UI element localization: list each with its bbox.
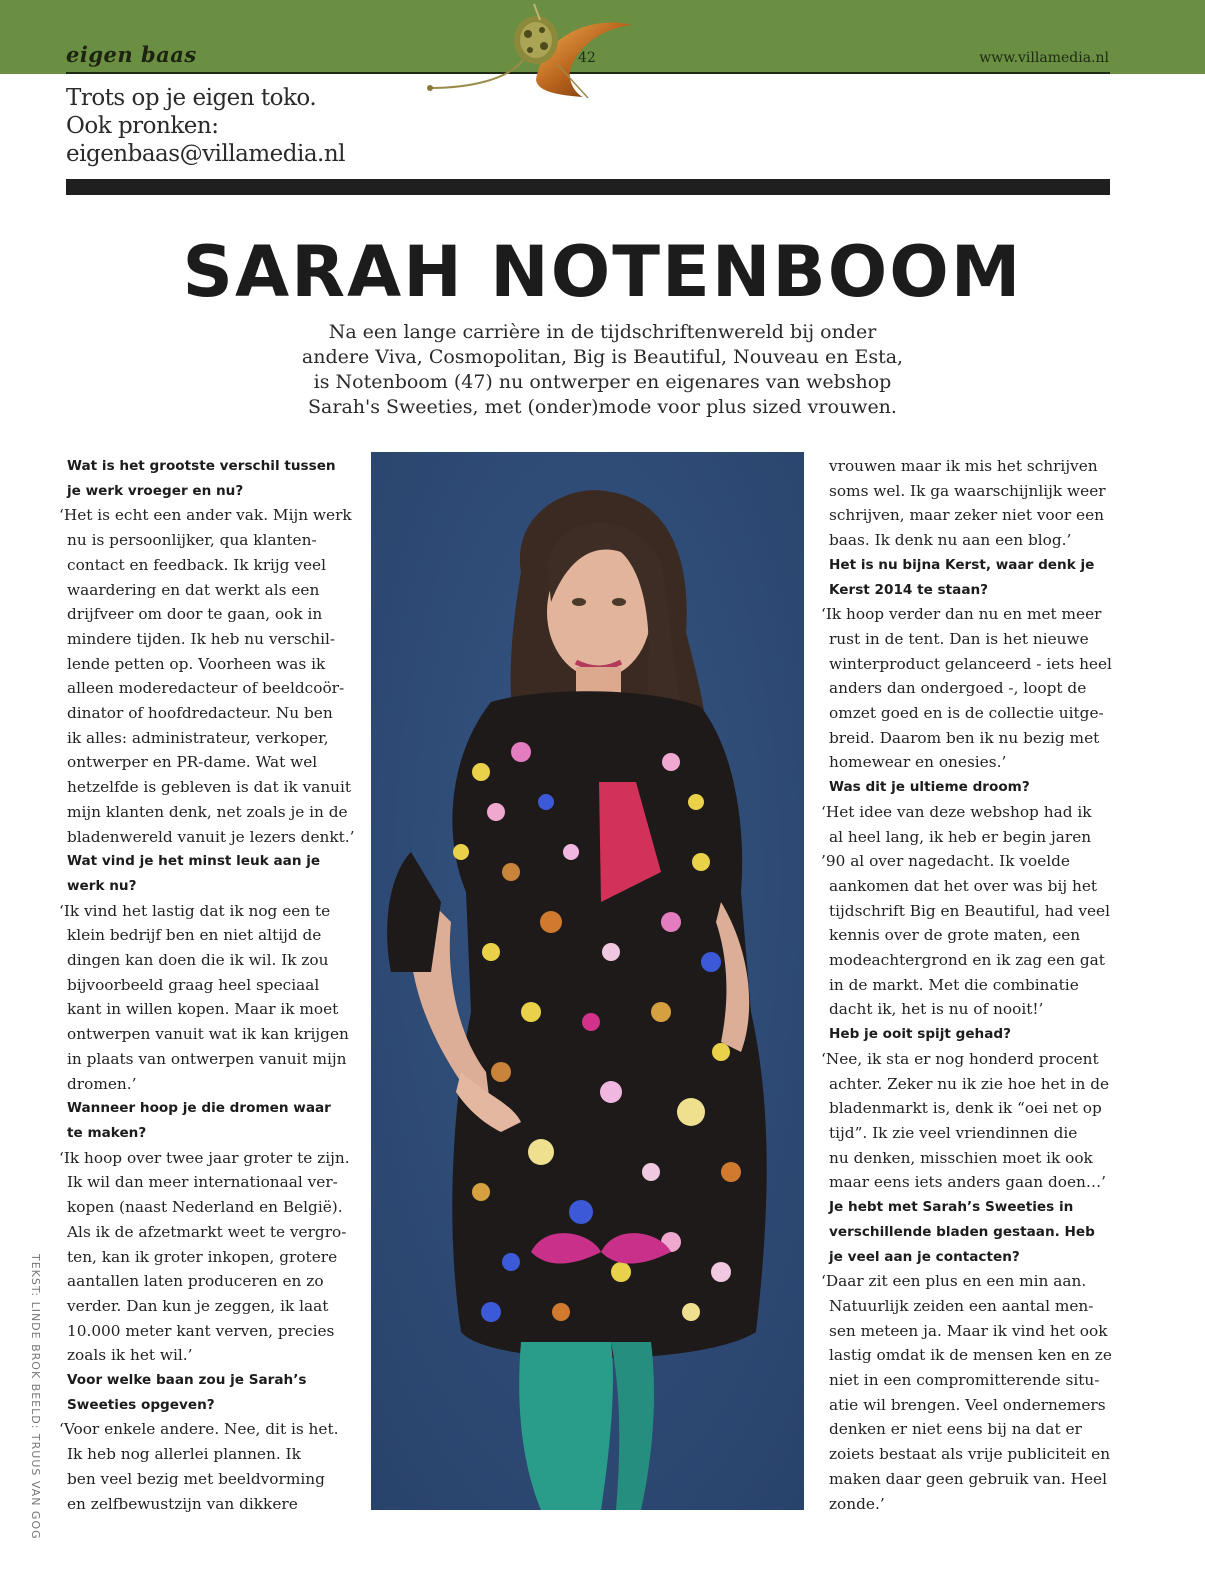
interview-question-line: Wanneer hoop je die dromen waar (67, 1100, 331, 1117)
interview-answer-line: dingen kan doen die ik wil. Ik zou (67, 951, 329, 970)
interview-answer-line: lastig omdat ik de mensen ken en ze (829, 1346, 1112, 1365)
interview-answer-line: ‘Ik vind het lastig dat ik nog een te (59, 901, 331, 920)
interview-question-line: je veel aan je contacten? (829, 1248, 1020, 1265)
interview-answer-line: al heel lang, ik heb er begin jaren (829, 827, 1092, 846)
interview-answer-line: ’90 al over nagedacht. Ik voelde (821, 852, 1070, 871)
interview-answer-line: maar eens iets anders gaan doen…’ (829, 1173, 1107, 1192)
interview-answer-line: dromen.’ (67, 1074, 137, 1093)
photo-credit (28, 1254, 44, 1540)
promo-email-link[interactable]: eigenbaas@villamedia.nl (66, 141, 346, 167)
interview-answer-line: Natuurlijk zeiden een aantal men- (829, 1296, 1094, 1315)
interview-answer-line: niet in een compromitterende situ- (829, 1371, 1100, 1390)
credit-text: TEKST: LINDE BROK BEELD: TRUUS VAN GOG (29, 1254, 42, 1540)
right-text-column (820, 454, 1120, 1516)
left-text-column (58, 454, 358, 1516)
divider-bar (66, 179, 1110, 195)
interview-answer-line: nu is persoonlijker, qua klanten- (67, 531, 317, 550)
interview-answer-line: ten, kan ik groter inkopen, grotere (67, 1247, 338, 1266)
interview-answer-line: Ik wil dan meer internationaal ver- (67, 1173, 338, 1192)
interview-answer-line: ontwerper en PR-dame. Wat wel (67, 753, 318, 772)
interview-answer-line: breid. Daarom ben ik nu bezig met (829, 728, 1100, 747)
interview-answer-line: modeachtergrond en ik zag een gat (829, 951, 1105, 970)
interview-answer-line: sen meteen ja. Maar ik vind het ook (829, 1321, 1108, 1340)
interview-answer-line: en zelfbewustzijn van dikkere (67, 1494, 298, 1513)
interview-answer-line: aantallen laten produceren en zo (67, 1272, 324, 1291)
interview-answer-line: klein bedrijf ben en niet altijd de (67, 926, 322, 945)
interview-answer-line: kant in willen kopen. Maar ik moet (67, 1000, 339, 1019)
interview-answer-line: ‘Ik hoop verder dan nu en met meer (821, 605, 1102, 624)
interview-answer-line: soms wel. Ik ga waarschijnlijk weer (829, 481, 1106, 500)
article-title: SARAH NOTENBOOM (182, 231, 1023, 313)
interview-answer-line: drijfveer om door te gaan, ook in (67, 605, 323, 624)
interview-answer-line: 10.000 meter kant verven, precies (67, 1321, 335, 1340)
portrait-photo (371, 452, 804, 1510)
site-url-link[interactable]: www.villamedia.nl (979, 50, 1109, 66)
interview-answer-line: aankomen dat het over was bij het (829, 876, 1098, 895)
promo-text (66, 84, 345, 168)
section-label: eigen baas (66, 42, 197, 67)
article-intro (280, 320, 925, 420)
interview-question-line: Wat is het grootste verschil tussen (67, 458, 336, 474)
interview-answer-line: tijdschrift Big en Beautiful, had veel (829, 901, 1110, 920)
interview-answer-line: achter. Zeker nu ik zie hoe het in de (829, 1074, 1110, 1093)
interview-answer-line: verder. Dan kun je zeggen, ik laat (67, 1296, 329, 1315)
interview-answer-line: Ik heb nog allerlei plannen. Ik (67, 1445, 301, 1464)
intro-line: is Notenboom (47) nu ontwerper en eigenares van webshop (313, 371, 892, 393)
interview-answer-line: in de markt. Met die combinatie (829, 975, 1079, 994)
interview-answer-line: bladenmarkt is, denk ik “oei net op (829, 1099, 1102, 1118)
interview-answer-line: alleen moderedacteur of beeldcoör- (67, 679, 345, 698)
interview-answer-line: dacht ik, het is nu of nooit!’ (829, 1000, 1044, 1019)
interview-answer-line: waardering en dat werkt als een (67, 580, 320, 599)
interview-answer-line: zonde.’ (829, 1494, 885, 1513)
interview-question-line: Was dit je ultieme droom? (829, 779, 1030, 796)
interview-answer-line: schrijven, maar zeker niet voor een (829, 506, 1105, 525)
interview-answer-line: ‘Het idee van deze webshop had ik (821, 802, 1092, 821)
interview-answer-line: rust in de tent. Dan is het nieuwe (829, 629, 1089, 648)
interview-answer-line: Als ik de afzetmarkt weet te vergro- (67, 1222, 347, 1241)
interview-answer-line: tijd”. Ik zie veel vriendinnen die (829, 1123, 1078, 1142)
interview-answer-line: ‘Ik hoop over twee jaar groter te zijn. (59, 1148, 350, 1167)
interview-question-line: Kerst 2014 te staan? (829, 581, 989, 598)
interview-answer-line: baas. Ik denk nu aan een blog.’ (829, 531, 1072, 550)
promo-line: Ook pronken: (66, 113, 219, 139)
interview-answer-line: atie wil brengen. Veel ondernemers (829, 1395, 1106, 1414)
page-number: 42 (578, 50, 596, 66)
interview-answer-line: ontwerpen vanuit wat ik kan krijgen (67, 1025, 349, 1044)
interview-answer-line: in plaats van ontwerpen vanuit mijn (67, 1049, 347, 1068)
interview-answer-line: omzet goed en is de collectie uitge- (829, 704, 1104, 723)
portrait-illustration (371, 452, 804, 1510)
interview-answer-line: zoals ik het wil.’ (67, 1346, 193, 1365)
interview-answer-line: winterproduct gelanceerd - iets heel (829, 654, 1112, 673)
intro-line: andere Viva, Cosmopolitan, Big is Beautiful, Nouveau en Esta, (301, 346, 904, 368)
interview-answer-line: ben veel bezig met beeldvorming (67, 1469, 325, 1488)
interview-answer-line: bladenwereld vanuit je lezers denkt.’ (67, 827, 355, 846)
interview-question-line: Je hebt met Sarah’s Sweeties in (829, 1199, 1074, 1216)
interview-answer-line: denken er niet eens bij na dat er (829, 1420, 1082, 1439)
intro-line: Na een lange carrière in de tijdschriftenwereld bij onder (328, 321, 877, 343)
interview-answer-line: ‘Voor enkele andere. Nee, dit is het. (59, 1420, 339, 1439)
interview-answer-line: ik alles: administrateur, verkoper, (67, 728, 329, 747)
interview-answer-line: dinator of hoofdredacteur. Nu ben (67, 704, 333, 723)
interview-answer-line: ‘Daar zit een plus en een min aan. (821, 1272, 1087, 1291)
promo-line: Trots op je eigen toko. (66, 85, 317, 111)
interview-answer-line: mindere tijden. Ik heb nu verschil- (67, 629, 336, 648)
interview-answer-line: mijn klanten denk, net zoals je in de (67, 802, 348, 821)
interview-question-line: je werk vroeger en nu? (67, 482, 244, 499)
interview-answer-line: kopen (naast Nederland en België). (67, 1198, 343, 1217)
interview-question-line: te maken? (67, 1124, 147, 1141)
interview-question-line: werk nu? (67, 877, 137, 894)
interview-answer-line: nu denken, misschien moet ik ook (829, 1148, 1093, 1167)
intro-line: Sarah's Sweeties, met (onder)mode voor plus sized vrouwen. (308, 396, 897, 418)
interview-question-line: Wat vind je het minst leuk aan je (67, 853, 321, 870)
lace-ornament-icon (418, 0, 638, 105)
interview-question-line: Voor welke baan zou je Sarah’s (67, 1372, 307, 1389)
interview-answer-line: ‘Het is echt een ander vak. Mijn werk (59, 506, 352, 525)
interview-answer-line: ‘Nee, ik sta er nog honderd procent (821, 1049, 1099, 1068)
interview-answer-line: contact en feedback. Ik krijg veel (67, 555, 326, 574)
interview-answer-line: bijvoorbeeld graag heel speciaal (67, 975, 320, 994)
interview-question-line: Sweeties opgeven? (67, 1396, 215, 1413)
interview-answer-line: anders dan ondergoed -, loopt de (829, 679, 1087, 698)
interview-answer-line: kennis over de grote maten, een (829, 926, 1081, 945)
interview-question-line: verschillende bladen gestaan. Heb (829, 1223, 1095, 1240)
interview-question-line: Heb je ooit spijt gehad? (829, 1026, 1012, 1043)
interview-answer-line: homewear en onesies.’ (829, 753, 1007, 772)
interview-answer-line: zoiets bestaat als vrije publiciteit en (829, 1445, 1111, 1464)
interview-answer-line: hetzelfde is gebleven is dat ik vanuit (67, 778, 352, 797)
interview-question-line: Het is nu bijna Kerst, waar denk je (829, 556, 1095, 573)
interview-answer-line: maken daar geen gebruik van. Heel (829, 1469, 1107, 1488)
interview-answer-line: lende petten op. Voorheen was ik (67, 654, 326, 673)
interview-answer-line: vrouwen maar ik mis het schrijven (829, 457, 1098, 475)
